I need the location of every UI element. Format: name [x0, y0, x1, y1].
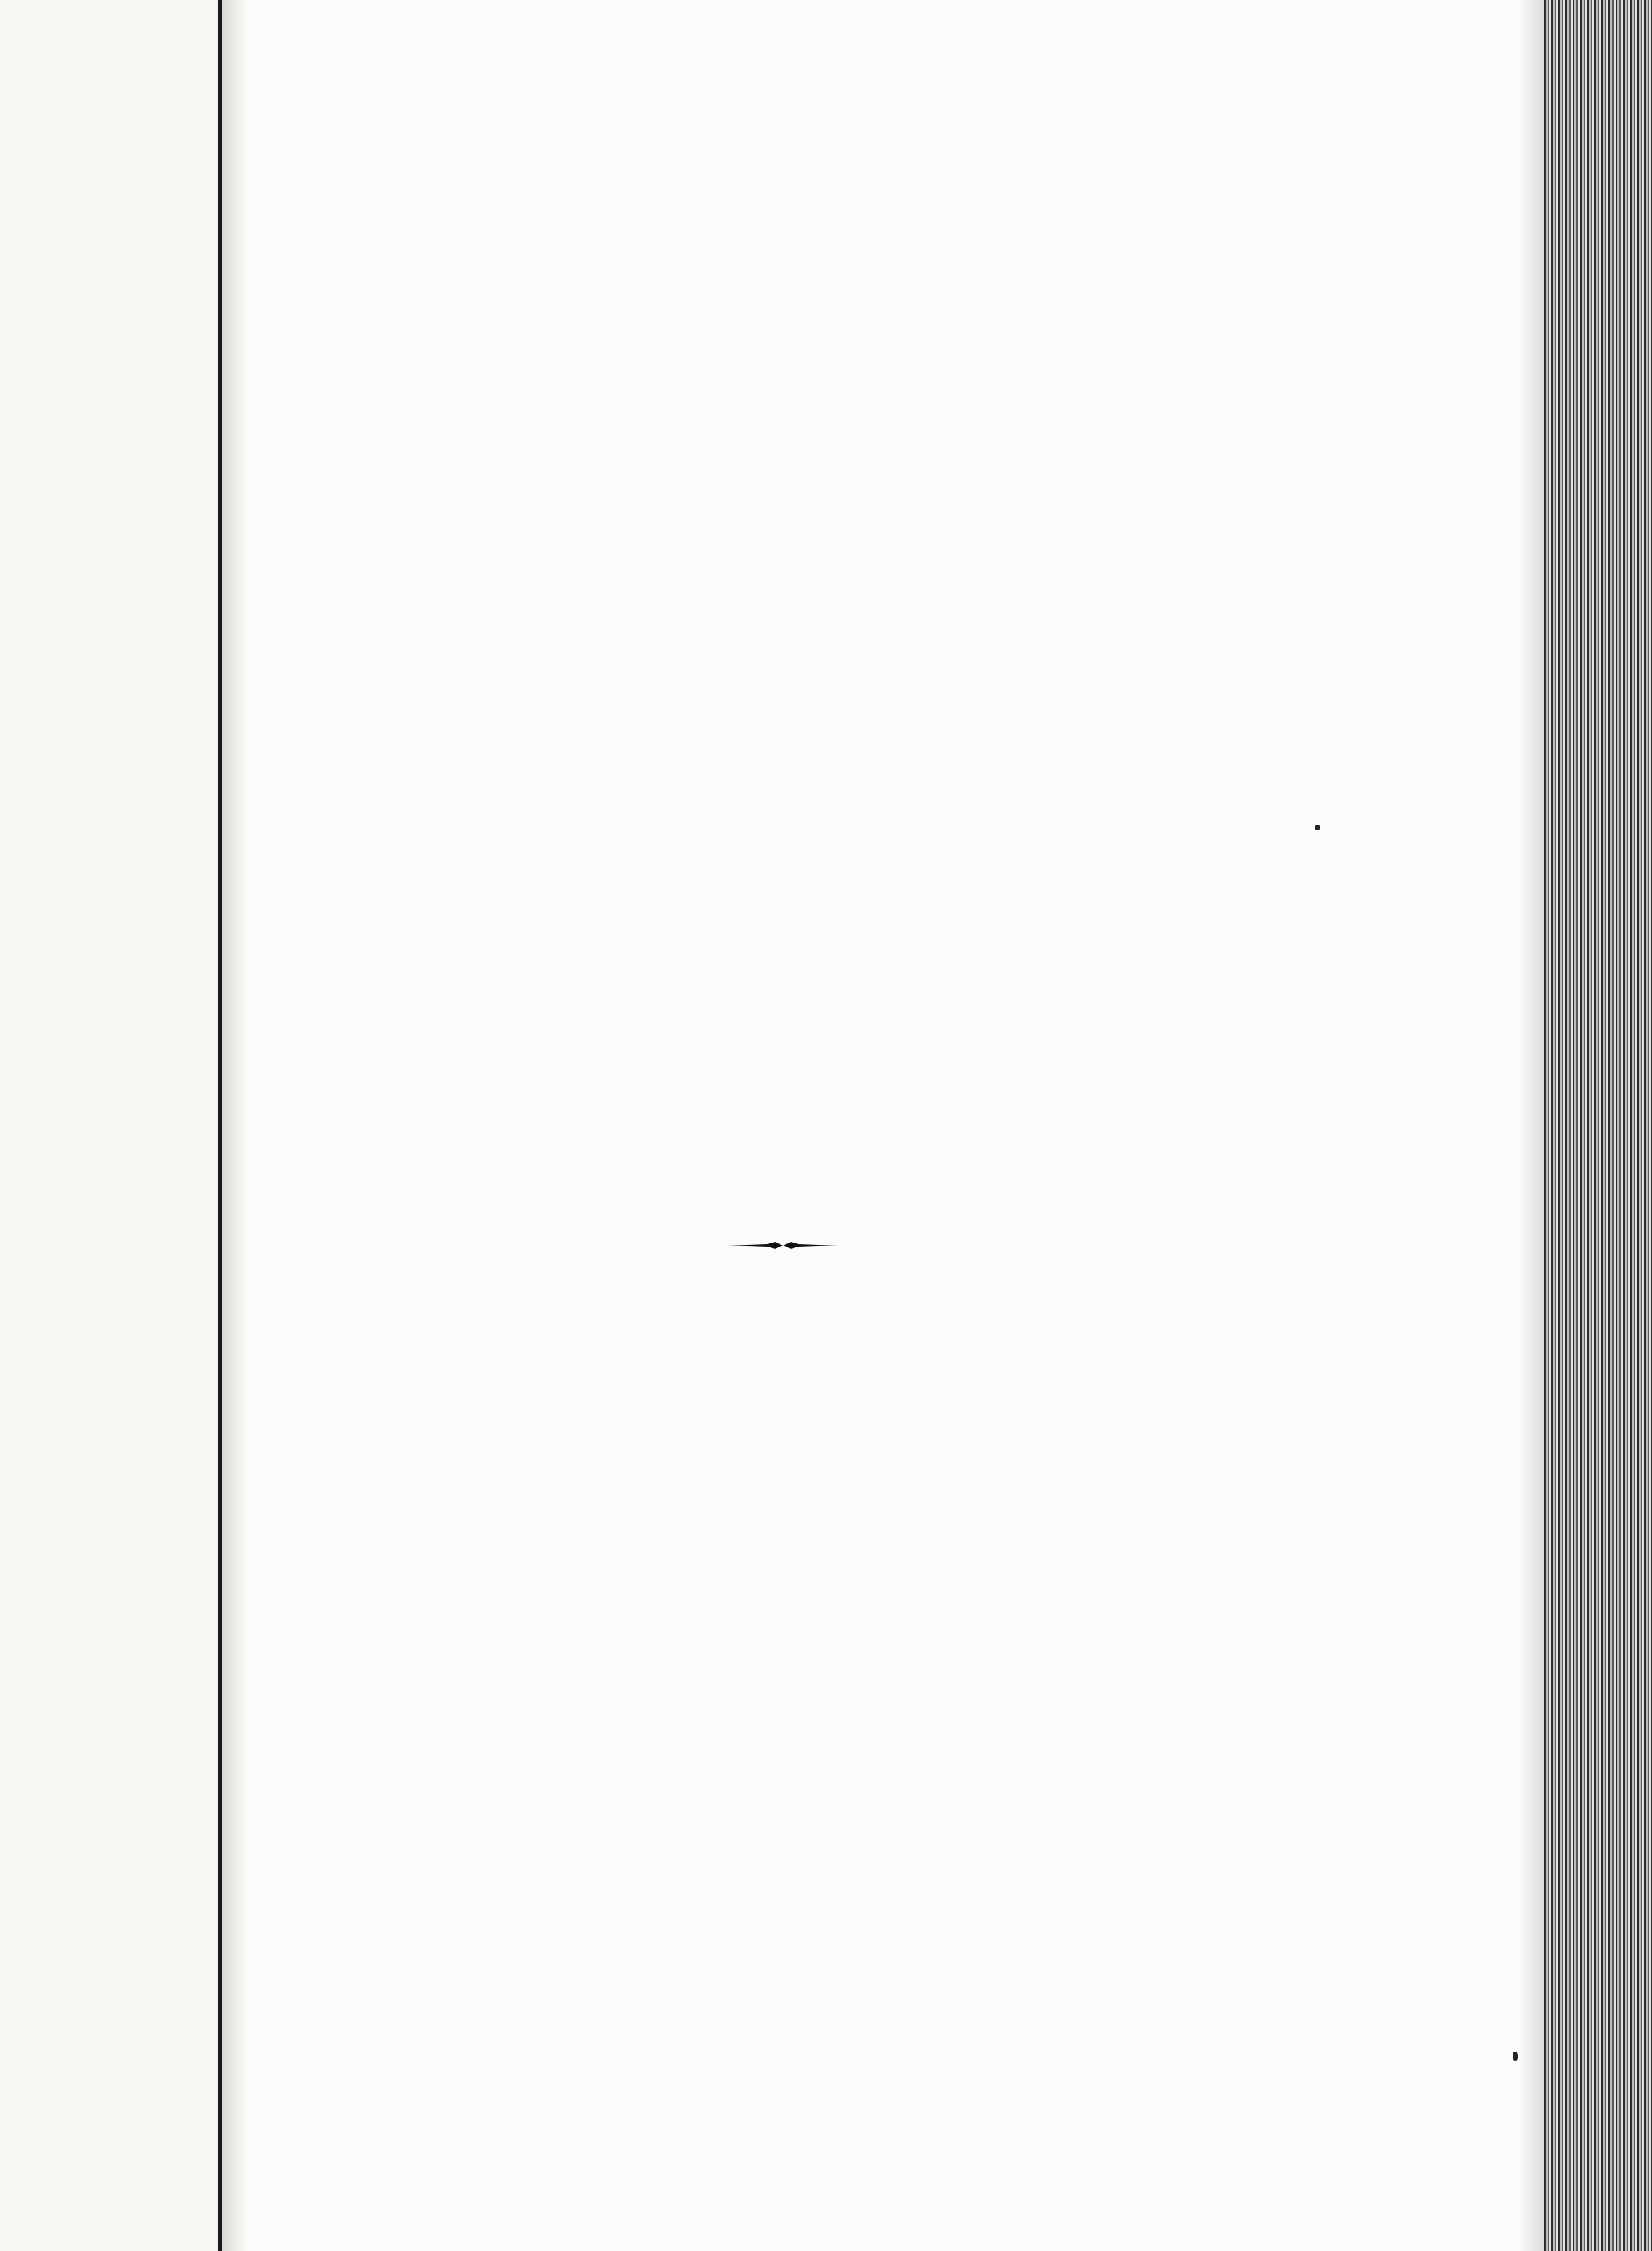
section-divider-ornament — [728, 1241, 838, 1250]
book-page-edges — [1544, 0, 1652, 2251]
book-gutter — [222, 0, 248, 2251]
page-edge-shadow — [1518, 0, 1544, 2251]
ink-speck — [1315, 825, 1320, 830]
ink-speck — [1513, 2052, 1518, 2061]
left-facing-page — [0, 0, 222, 2251]
